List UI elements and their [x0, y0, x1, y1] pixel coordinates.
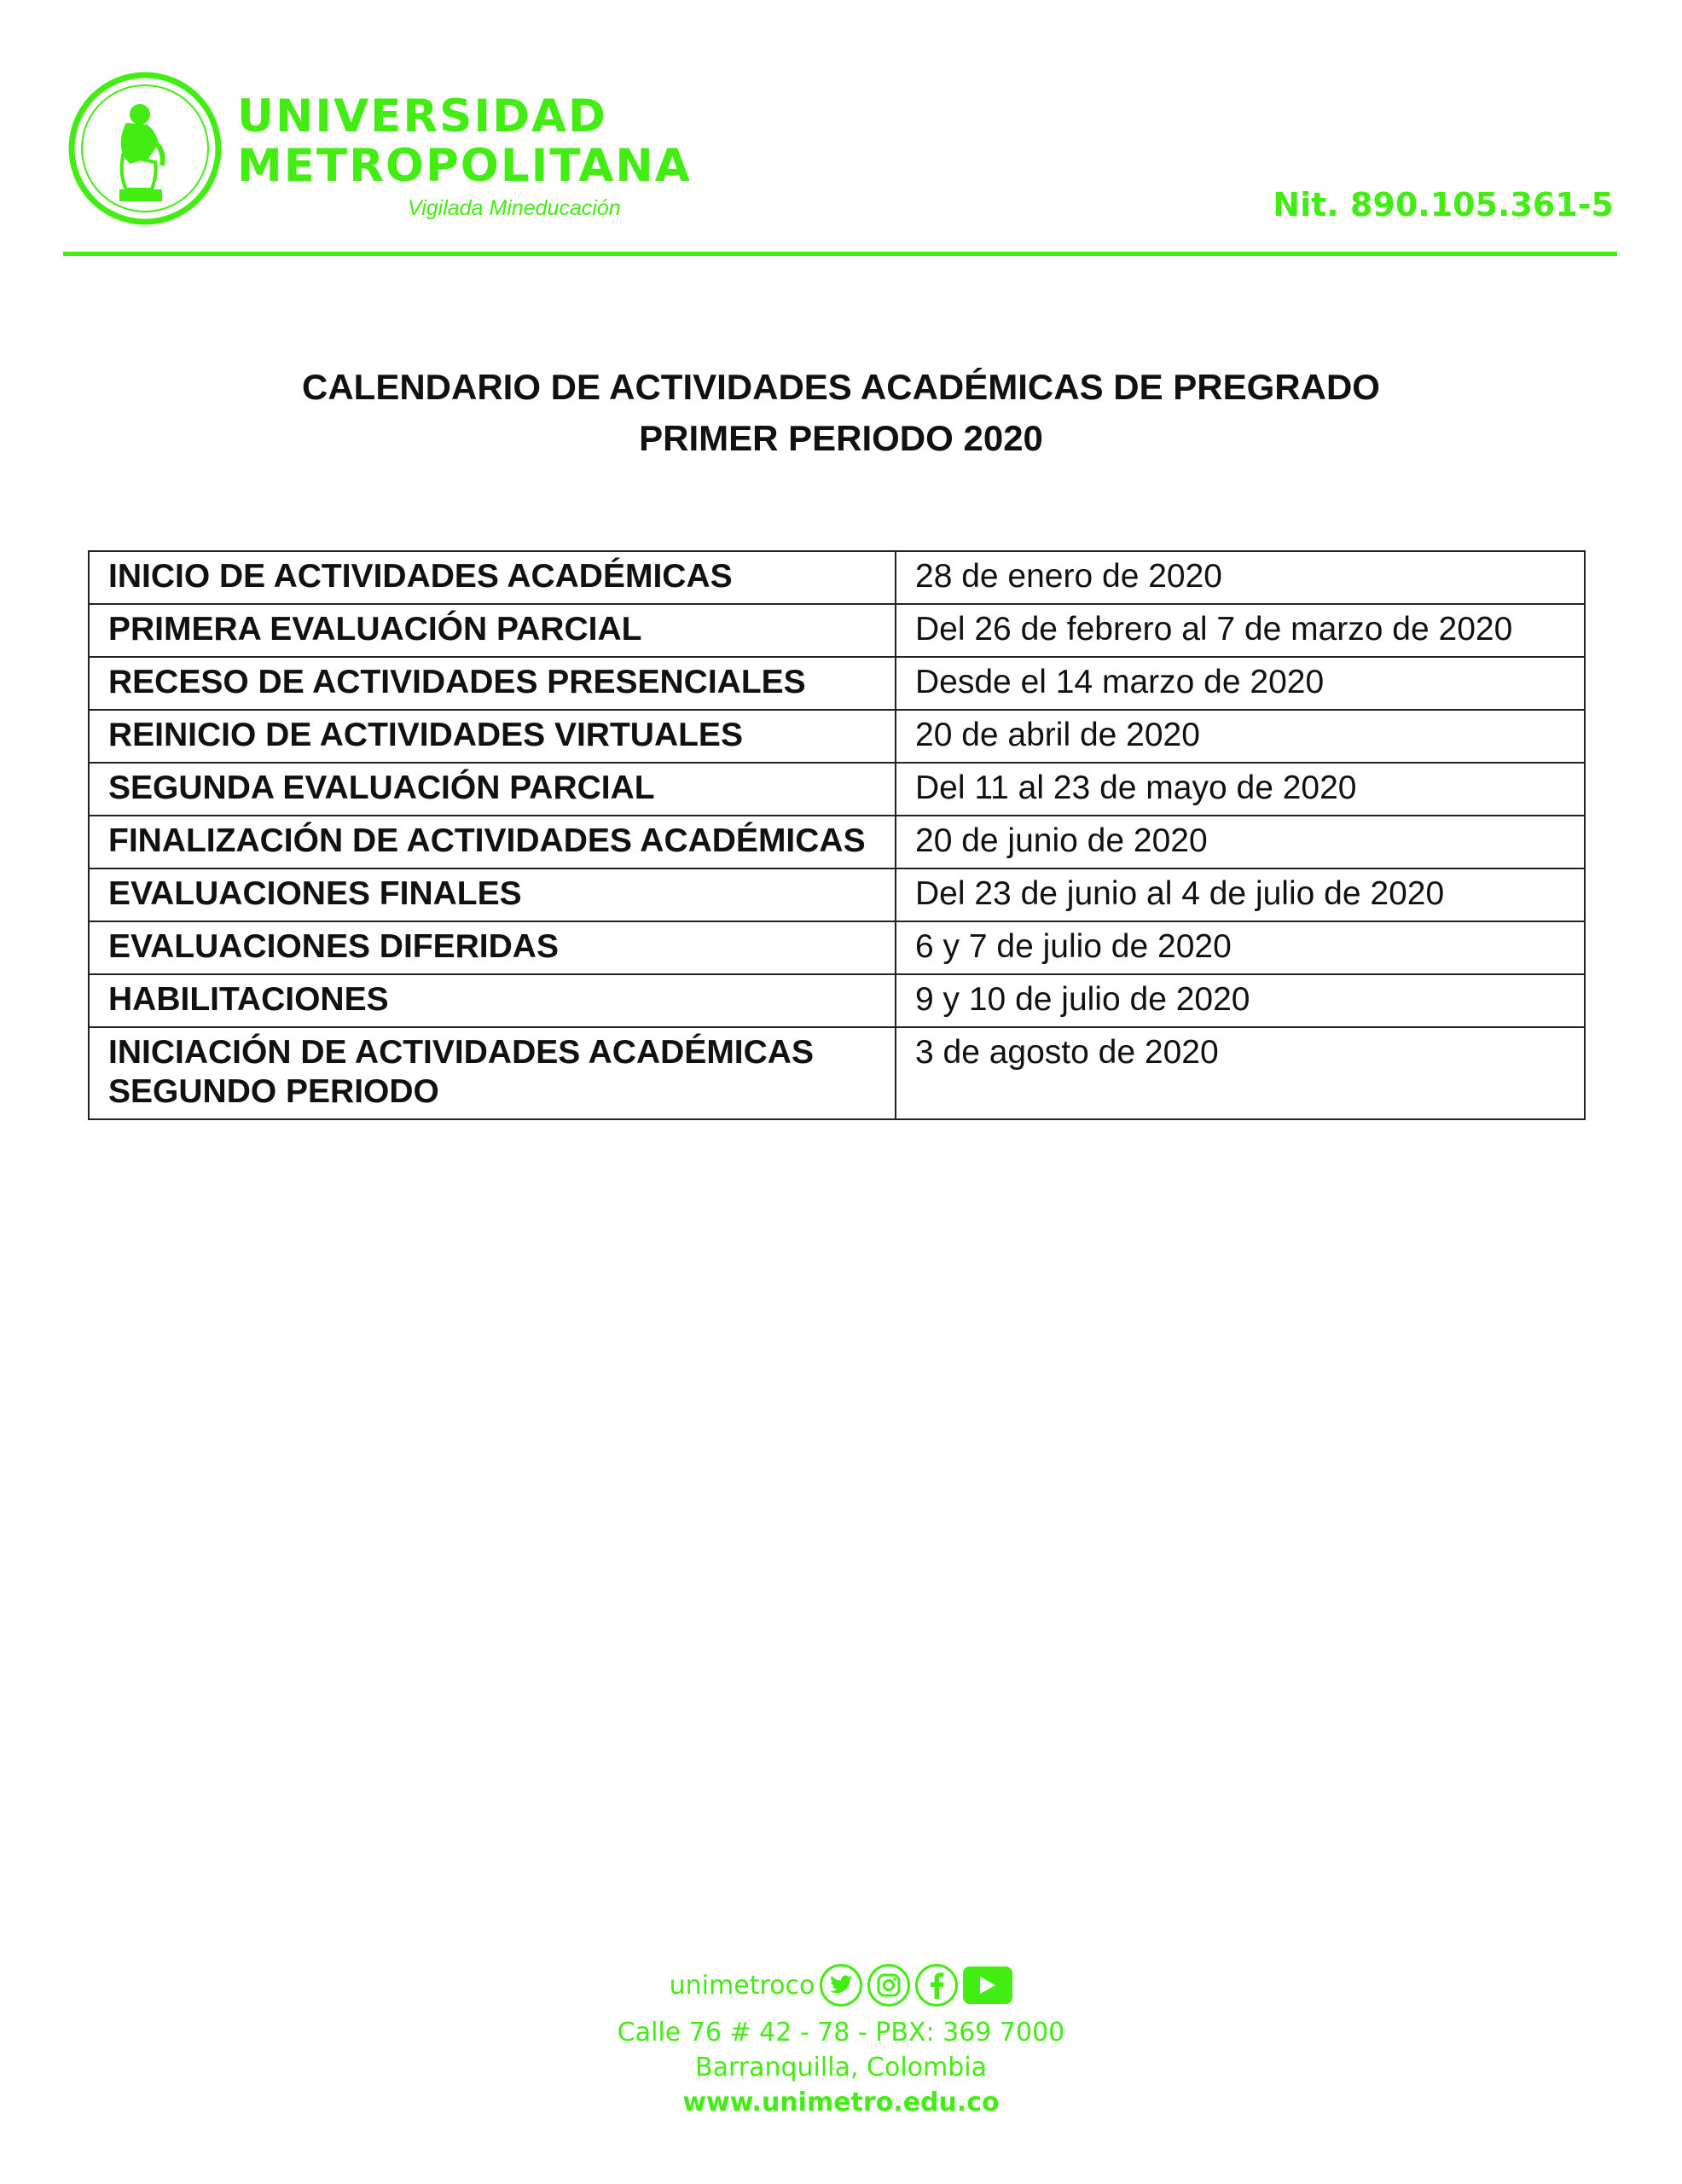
date-cell: Del 11 al 23 de mayo de 2020 [896, 763, 1585, 816]
footer [0, 1964, 1682, 2121]
document-title [0, 362, 1682, 464]
table-row [89, 816, 1585, 868]
activity-cell: PRIMERA EVALUACIÓN PARCIAL [89, 604, 896, 657]
footer-address: Calle 76 # 42 - 78 - PBX: 369 7000 [617, 2018, 1065, 2048]
calendar-table [88, 550, 1586, 1120]
activity-cell: EVALUACIONES FINALES [89, 868, 896, 921]
activity-line-1: INICIACIÓN DE ACTIVIDADES ACADÉMICAS [108, 1034, 814, 1071]
nit-number: Nit. 890.105.361-5 [1273, 186, 1614, 224]
table-row [89, 710, 1585, 763]
social-links [0, 1964, 1682, 2007]
activity-cell: HABILITACIONES [89, 974, 896, 1027]
activity-line-2: SEGUNDO PERIODO [108, 1073, 439, 1110]
date-cell: 3 de agosto de 2020 [896, 1027, 1585, 1119]
footer-city: Barranquilla, Colombia [695, 2053, 987, 2082]
social-handle: unimetroco [669, 1970, 815, 2001]
brand-name [237, 90, 692, 220]
table-row [89, 657, 1585, 710]
header-divider [63, 252, 1617, 256]
activity-cell: FINALIZACIÓN DE ACTIVIDADES ACADÉMICAS [89, 816, 896, 868]
title-line-2: PRIMER PERIODO 2020 [639, 418, 1043, 458]
footer-website-link[interactable]: www.unimetro.edu.co [682, 2088, 1000, 2117]
table-row [89, 921, 1585, 974]
title-line-1: CALENDARIO DE ACTIVIDADES ACADÉMICAS DE PREGRADO [302, 367, 1380, 407]
activity-cell: SEGUNDA EVALUACIÓN PARCIAL [89, 763, 896, 816]
table-row [89, 551, 1585, 604]
date-cell: Del 26 de febrero al 7 de marzo de 2020 [896, 604, 1585, 657]
table-row [89, 763, 1585, 816]
brand-subtitle: Vigilada Mineducación [408, 196, 621, 220]
date-cell: 9 y 10 de julio de 2020 [896, 974, 1585, 1027]
twitter-icon[interactable] [820, 1964, 862, 2007]
university-logo [67, 70, 223, 227]
date-cell: Del 23 de junio al 4 de julio de 2020 [896, 868, 1585, 921]
activity-cell: REINICIO DE ACTIVIDADES VIRTUALES [89, 710, 896, 763]
date-cell: 20 de abril de 2020 [896, 710, 1585, 763]
facebook-icon[interactable] [915, 1964, 958, 2007]
activity-cell [89, 1027, 896, 1119]
brand-line-2: METROPOLITANA [237, 140, 692, 192]
activity-cell: RECESO DE ACTIVIDADES PRESENCIALES [89, 657, 896, 710]
table-row [89, 974, 1585, 1027]
activity-cell: EVALUACIONES DIFERIDAS [89, 921, 896, 974]
date-cell: 6 y 7 de julio de 2020 [896, 921, 1585, 974]
activity-cell: INICIO DE ACTIVIDADES ACADÉMICAS [89, 551, 896, 604]
date-cell: Desde el 14 marzo de 2020 [896, 657, 1585, 710]
table-row [89, 1027, 1585, 1119]
brand-line-1: UNIVERSIDAD [237, 90, 608, 142]
table-row [89, 604, 1585, 657]
date-cell: 20 de junio de 2020 [896, 816, 1585, 868]
instagram-icon[interactable] [867, 1964, 910, 2007]
table-row [89, 868, 1585, 921]
youtube-icon[interactable] [963, 1966, 1012, 2004]
date-cell: 28 de enero de 2020 [896, 551, 1585, 604]
